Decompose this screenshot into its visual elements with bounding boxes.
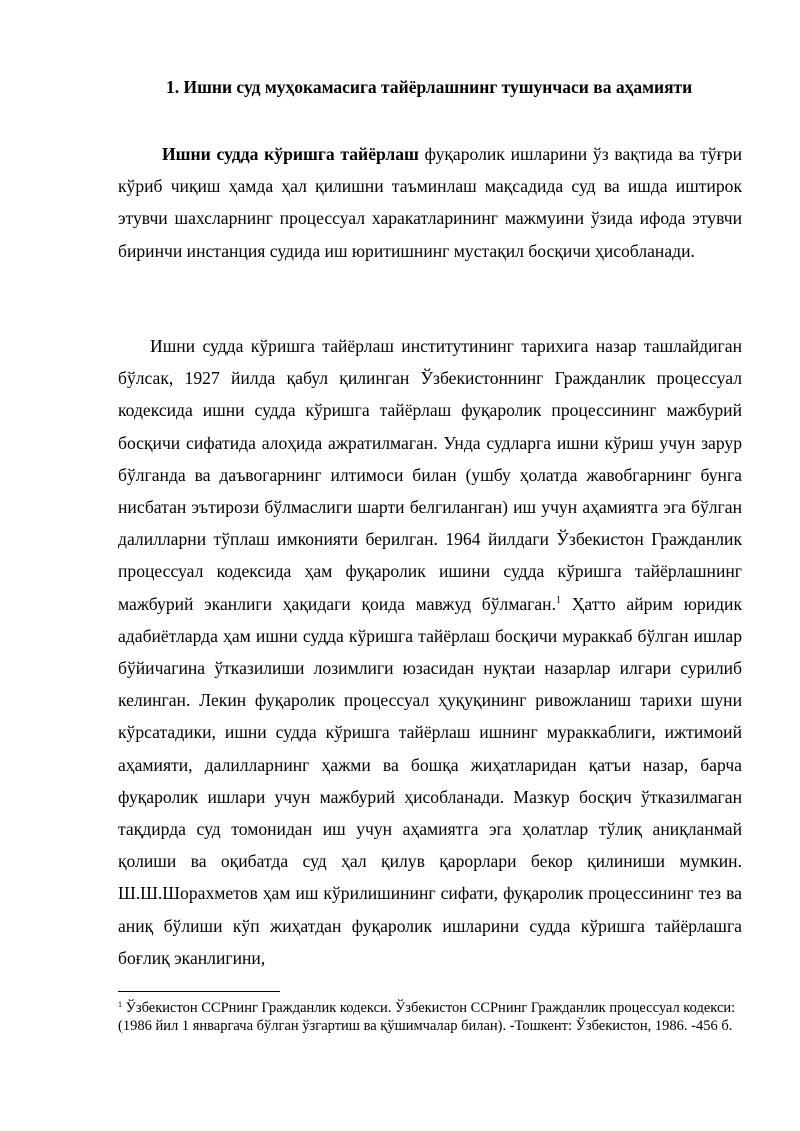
paragraph-lead-term: Ишни судда кўришга тайёрлаш bbox=[162, 144, 419, 164]
footnote bbox=[118, 1000, 748, 1035]
paragraph-definition-text: фуқаролик ишларини ўз вақтида ва тўғри кўриб чиқиш ҳамда ҳал қилишни таъминлаш мақсадида суд ва ишда иштирок этувчи шахсларнинг процессуал харакатларининг мажмуини ўзида ифода этувчи биринчи инстанция судида иш юритишнинг мустақил босқичи ҳисобланади. bbox=[118, 144, 742, 261]
footnote-text: Ўзбекистон ССРнинг Гражданлик кодекси. Ўзбекистон ССРнинг Гражданлик процессуал кодекси: (1986 йил 1 январгача бўлган ўзгартиш ва қўшимчалар билан). -Тошкент: Ўзбекистон, 1986. -456 б. bbox=[118, 1000, 736, 1034]
paragraph-history-text-before: Ишни судда кўришга тайёрлаш институтининг тарихига назар ташлайдиган бўлсак, 1927 йилда қабул қилинган Ўзбекистоннинг Гражданлик процессуал кодексида ишни судда кўришга тайёрлаш фуқаролик процессининг мажбурий босқичи сифатида алоҳида ажратилмаган. Унда судларга ишни кўриш учун зарур бўлганда ва даъвогарнинг илтимоси билан (ушбу ҳолатда жавобгарнинг бунга нисбатан эътирози бўлмаслиги шарти белгиланган) иш учун аҳамиятга эга бўлган далилларни тўплаш имконияти берилган. 1964 йилдаги Ўзбекистон Гражданлик процессуал кодексида ҳам фуқаролик ишини судда кўришга тайёрлашнинг мажбурий эканлиги ҳақидаги қоида мавжуд бўлмаган. bbox=[118, 336, 742, 614]
footnote-reference[interactable]: 1 bbox=[556, 594, 561, 606]
paragraph-history bbox=[118, 330, 742, 974]
footnote-separator bbox=[118, 991, 280, 992]
paragraph-definition bbox=[118, 138, 742, 267]
section-heading: 1. Ишни суд муҳокамасига тайёрлашнинг тушунчаси ва аҳамияти bbox=[166, 77, 693, 97]
footnote-marker: 1 bbox=[118, 1000, 122, 1009]
paragraph-history-text-after: Ҳатто айрим юридик адабиётларда ҳам ишни судда кўришга тайёрлаш босқичи мураккаб бўлган ишлар бўйичагина ўтказилиши лозимлиги юзасидан нуқтаи назарлар илгари сурилиб келинган. Лекин фуқаролик процессуал ҳуқуқининг ривожланиш тарихи шуни кўрсатадики, ишни судда кўришга тайёрлаш ишнинг мураккаблиги, ижтимоий аҳамияти, далилларнинг ҳажми ва бошқа жиҳатларидан қатъи назар, барча фуқаролик ишлари учун мажбурий ҳисобланади. Мазкур босқич ўтказилмаган тақдирда суд томонидан иш учун аҳамиятга эга ҳолатлар тўлиқ аниқланмай қолиши ва оқибатда суд ҳал қилув қарорлари бекор қилиниши мумкин. Ш.Ш.Шорахметов ҳам иш кўрилишининг сифати, фуқаролик процессининг тез ва аниқ бўлиши кўп жиҳатдан фуқаролик ишларини судда кўришга тайёрлашга боғлиқ эканлигини, bbox=[118, 593, 742, 968]
